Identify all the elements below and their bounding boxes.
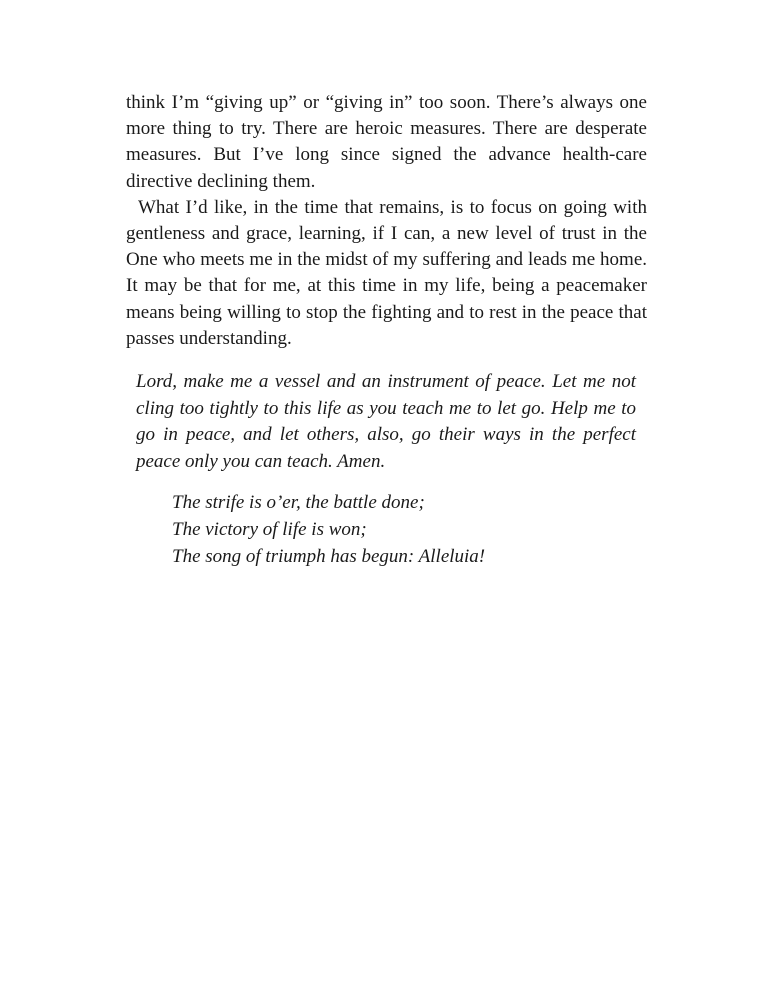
prayer-text: Lord, make me a vessel and an instrument of peace. Let me not cling too tightly to this life as you teach me to let go. Help me to go in peace, and let others, also, go their ways in the perfect peace only you can teach. Amen. — [136, 371, 636, 472]
hymn-verse — [172, 489, 485, 570]
body-text — [126, 90, 647, 352]
hymn-line: The strife is o’er, the battle done; — [172, 492, 425, 513]
hymn-line: The victory of life is won; — [172, 519, 367, 540]
paragraph-reflection: What I’d like, in the time that remains, is to focus on going with gentleness and grace, learning, if I can, a new level of trust in the One who meets me in the midst of my suffering and leads me home. It may be that for me, at this time in my life, being a peacemaker means being willing to stop the fighting and to rest in the peace that passes understanding. — [126, 196, 647, 349]
hymn-line: The song of triumph has begun: Alleluia! — [172, 546, 486, 567]
paragraph-continuation: think I’m “giving up” or “giving in” too soon. There’s always one more thing to try. There are heroic measures. There are desperate measures. But I’ve long since signed the advance health-care directive declining them. — [126, 92, 647, 192]
